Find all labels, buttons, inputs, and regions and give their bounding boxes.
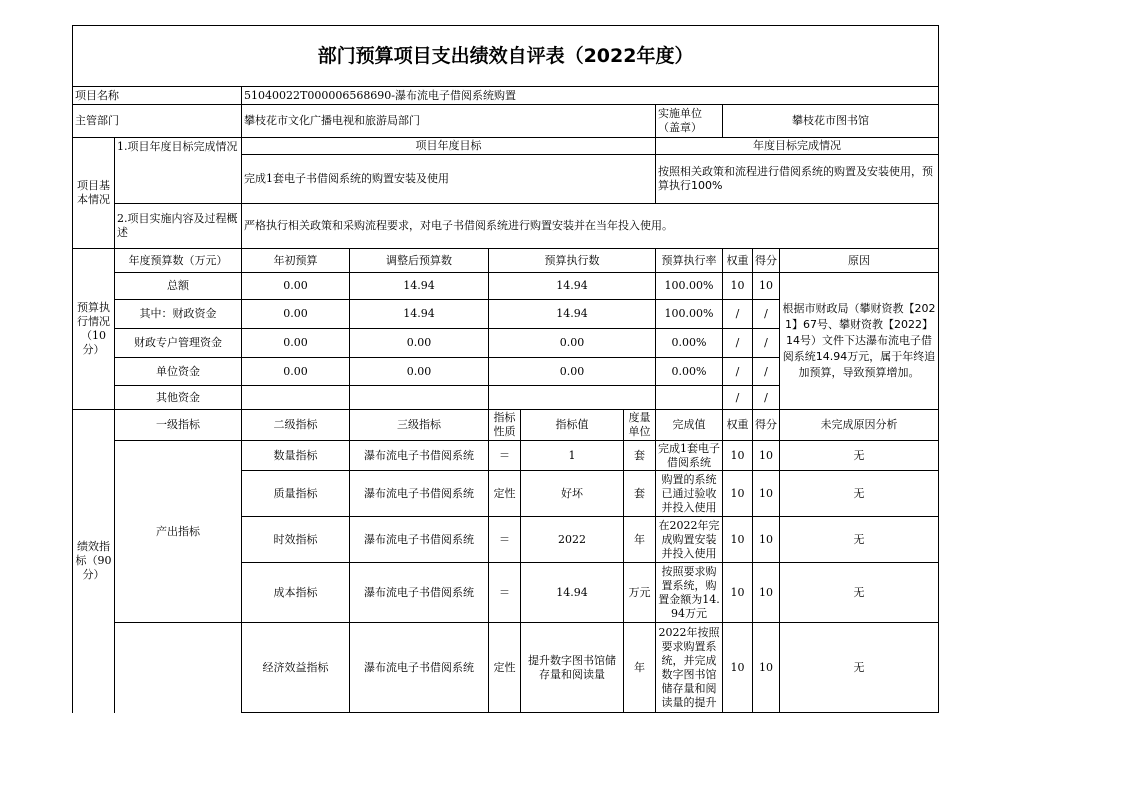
annual-goal-header: 项目年度目标	[242, 138, 656, 155]
perf-value: 好坏	[521, 471, 624, 517]
budget-row-weight: /	[723, 300, 753, 329]
table-row	[73, 441, 939, 471]
budget-row-label: 总额	[115, 273, 242, 300]
perf-weight: 10	[723, 471, 753, 517]
perf-value: 14.94	[521, 563, 624, 623]
perf-done: 购置的系统已通过验收并投入使用	[656, 471, 723, 517]
budget-row-rate: 0.00%	[656, 358, 723, 386]
budget-row-adjusted: 0.00	[350, 329, 489, 358]
budget-row-rate: 0.00%	[656, 329, 723, 358]
benefit-indicator-label	[115, 623, 242, 713]
perf-value: 提升数字图书馆储存量和阅读量	[521, 623, 624, 713]
implementing-unit-value: 攀枝花市图书馆	[723, 105, 939, 138]
perf-nature: ＝	[489, 563, 521, 623]
perf-level3: 瀑布流电子书借阅系统	[350, 517, 489, 563]
perf-unit: 套	[624, 441, 656, 471]
perf-analysis: 无	[780, 517, 939, 563]
perf-score: 10	[753, 517, 780, 563]
budget-row-executed: 0.00	[489, 358, 656, 386]
performance-section-label: 绩效指标（90分）	[73, 410, 115, 713]
perf-header-weight: 权重	[723, 410, 753, 441]
budget-row-initial: 0.00	[242, 300, 350, 329]
budget-row-executed	[489, 386, 656, 410]
budget-row-score: 10	[753, 273, 780, 300]
budget-row-initial: 0.00	[242, 273, 350, 300]
perf-value: 2022	[521, 517, 624, 563]
budget-row-weight: /	[723, 386, 753, 410]
perf-nature: 定性	[489, 623, 521, 713]
perf-nature: 定性	[489, 471, 521, 517]
table-row	[73, 623, 939, 713]
perf-level2: 经济效益指标	[242, 623, 350, 713]
perf-level2: 数量指标	[242, 441, 350, 471]
department-label: 主管部门	[73, 105, 242, 138]
budget-header-annual: 年度预算数（万元）	[115, 249, 242, 273]
perf-header-unit: 度量单位	[624, 410, 656, 441]
budget-row-executed: 14.94	[489, 273, 656, 300]
budget-header-rate: 预算执行率	[656, 249, 723, 273]
budget-header-adjusted: 调整后预算数	[350, 249, 489, 273]
table-row	[73, 273, 939, 300]
perf-value: 1	[521, 441, 624, 471]
budget-row-score: /	[753, 358, 780, 386]
perf-weight: 10	[723, 441, 753, 471]
budget-row-weight: /	[723, 358, 753, 386]
budget-row-weight: 10	[723, 273, 753, 300]
perf-level2: 时效指标	[242, 517, 350, 563]
budget-row-initial: 0.00	[242, 329, 350, 358]
budget-row-label: 其他资金	[115, 386, 242, 410]
perf-header-value: 指标值	[521, 410, 624, 441]
perf-unit: 年	[624, 517, 656, 563]
budget-row-rate	[656, 386, 723, 410]
goal-completion-header: 年度目标完成情况	[656, 138, 939, 155]
budget-header-score: 得分	[753, 249, 780, 273]
perf-weight: 10	[723, 517, 753, 563]
perf-done: 完成1套电子借阅系统	[656, 441, 723, 471]
budget-row-rate: 100.00%	[656, 300, 723, 329]
project-name-label: 项目名称	[73, 87, 242, 105]
perf-level2: 质量指标	[242, 471, 350, 517]
self-evaluation-sheet	[72, 25, 938, 713]
budget-row-score: /	[753, 300, 780, 329]
basic-section-label: 项目基本情况	[73, 138, 115, 249]
annual-goal-text: 完成1套电子书借阅系统的购置安装及使用	[242, 155, 656, 204]
perf-level3: 瀑布流电子书借阅系统	[350, 623, 489, 713]
budget-header-initial: 年初预算	[242, 249, 350, 273]
budget-section-label: 预算执行情况（10分）	[73, 249, 115, 410]
budget-row-score: /	[753, 386, 780, 410]
perf-analysis: 无	[780, 563, 939, 623]
perf-header-analysis: 未完成原因分析	[780, 410, 939, 441]
page-title: 部门预算项目支出绩效自评表（2022年度）	[73, 26, 939, 87]
perf-score: 10	[753, 623, 780, 713]
perf-header-score: 得分	[753, 410, 780, 441]
goal-completion-label: 1.项目年度目标完成情况	[115, 138, 242, 204]
perf-unit: 万元	[624, 563, 656, 623]
perf-analysis: 无	[780, 471, 939, 517]
perf-done: 2022年按照要求购置系统，并完成数字图书馆储存量和阅读量的提升	[656, 623, 723, 713]
perf-unit: 套	[624, 471, 656, 517]
perf-done: 按照要求购置系统，购置金额为14.94万元	[656, 563, 723, 623]
perf-analysis: 无	[780, 623, 939, 713]
budget-row-executed: 14.94	[489, 300, 656, 329]
perf-level3: 瀑布流电子书借阅系统	[350, 563, 489, 623]
perf-done: 在2022年完成购置安装并投入使用	[656, 517, 723, 563]
evaluation-table	[72, 25, 939, 713]
output-indicator-label: 产出指标	[115, 441, 242, 623]
implementing-unit-label: 实施单位（盖章）	[656, 105, 723, 138]
perf-weight: 10	[723, 623, 753, 713]
budget-reason: 根据市财政局（攀财资教【2021】67号、攀财资教【2022】14号）文件下达瀑布流电子借阅系统14.94万元，属于年终追加预算，导致预算增加。	[780, 273, 939, 410]
department-value: 攀枝花市文化广播电视和旅游局部门	[242, 105, 656, 138]
perf-header-nature: 指标性质	[489, 410, 521, 441]
budget-row-score: /	[753, 329, 780, 358]
goal-completion-text: 按照相关政策和流程进行借阅系统的购置及安装使用，预算执行100%	[656, 155, 939, 204]
budget-header-reason: 原因	[780, 249, 939, 273]
budget-row-label: 其中：财政资金	[115, 300, 242, 329]
perf-analysis: 无	[780, 441, 939, 471]
perf-nature: ＝	[489, 517, 521, 563]
perf-level3: 瀑布流电子书借阅系统	[350, 441, 489, 471]
perf-weight: 10	[723, 563, 753, 623]
perf-score: 10	[753, 563, 780, 623]
perf-header-level1: 一级指标	[115, 410, 242, 441]
perf-header-done: 完成值	[656, 410, 723, 441]
perf-nature: ＝	[489, 441, 521, 471]
perf-score: 10	[753, 471, 780, 517]
budget-row-adjusted: 14.94	[350, 273, 489, 300]
budget-row-rate: 100.00%	[656, 273, 723, 300]
project-name-value: 51040022T000006568690-瀑布流电子借阅系统购置	[242, 87, 939, 105]
perf-score: 10	[753, 441, 780, 471]
budget-row-adjusted: 0.00	[350, 358, 489, 386]
perf-header-level2: 二级指标	[242, 410, 350, 441]
budget-row-label: 财政专户管理资金	[115, 329, 242, 358]
implementation-label: 2.项目实施内容及过程概述	[115, 204, 242, 249]
budget-header-executed: 预算执行数	[489, 249, 656, 273]
budget-row-initial	[242, 386, 350, 410]
perf-header-level3: 三级指标	[350, 410, 489, 441]
budget-row-label: 单位资金	[115, 358, 242, 386]
budget-header-weight: 权重	[723, 249, 753, 273]
perf-level3: 瀑布流电子书借阅系统	[350, 471, 489, 517]
budget-row-executed: 0.00	[489, 329, 656, 358]
budget-row-weight: /	[723, 329, 753, 358]
budget-row-initial: 0.00	[242, 358, 350, 386]
implementation-text: 严格执行相关政策和采购流程要求，对电子书借阅系统进行购置安装并在当年投入使用。	[242, 204, 939, 249]
perf-level2: 成本指标	[242, 563, 350, 623]
budget-row-adjusted: 14.94	[350, 300, 489, 329]
perf-unit: 年	[624, 623, 656, 713]
budget-row-adjusted	[350, 386, 489, 410]
